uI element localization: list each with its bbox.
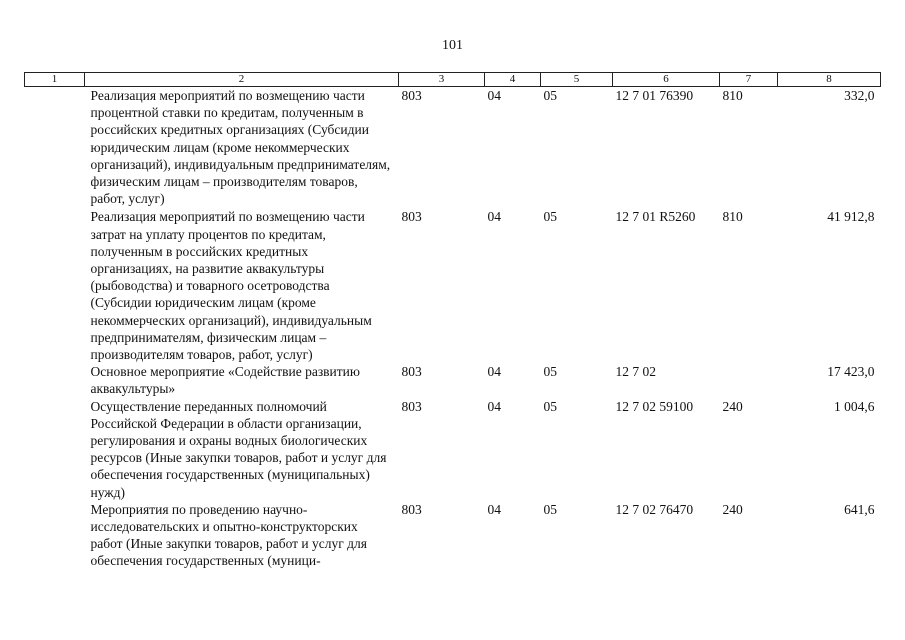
section-code: 04 [487,209,501,225]
row-index-cell [25,398,85,501]
row-name: Основное мероприятие «Содействие развитию аквакультуры» [90,364,360,397]
expense-type-code: 240 [722,501,743,517]
ministry-code: 803 [401,398,422,414]
ministry-code: 803 [401,501,422,517]
subsection-code: 05 [543,398,557,414]
target-article-code: 12 7 02 76470 [615,501,694,517]
table-row [25,363,881,397]
section-code: 04 [487,398,501,414]
ministry-code: 803 [401,209,422,225]
subsection-code: 05 [543,364,557,380]
row-index-cell [25,207,85,363]
subsection-code: 05 [543,88,557,103]
page-number: 101 [442,38,463,53]
table-row [25,87,881,208]
table-row [25,207,881,363]
row-index-cell [25,363,85,397]
column-header: 3 [399,73,485,87]
amount: 41 912,8 [827,209,875,225]
column-header: 5 [541,73,613,87]
expense-type-code: 810 [722,88,743,103]
subsection-code: 05 [543,501,557,517]
amount: 332,0 [844,88,875,103]
amount: 641,6 [844,501,875,517]
section-code: 04 [487,88,501,103]
target-article-code: 12 7 01 76390 [615,88,694,103]
budget-table [24,72,881,570]
row-name: Мероприятия по проведению научно-исследовательских и опытно-конструкторских работ (Иные закупки товаров, работ и услуг для обеспечения государственных (муници- [90,501,367,569]
ministry-code: 803 [401,364,422,380]
ministry-code: 803 [401,88,422,103]
target-article-code: 12 7 02 59100 [615,398,694,414]
row-name: Реализация мероприятий по возмещению части процентной ставки по кредитам, полученным в российских кредитных организациях (Субсидии юридическим лицам (кроме некоммерческих организаций), индивидуальным предпринимателям, физическим лицам – производителям товаров, работ, услуг) [90,88,391,207]
table-row [25,501,881,570]
amount: 1 004,6 [834,398,875,414]
subsection-code: 05 [543,209,557,225]
table-row [25,398,881,501]
section-code: 04 [487,501,501,517]
row-index-cell [25,87,85,208]
row-name: Реализация мероприятий по возмещению части затрат на уплату процентов по кредитам, полученным в российских кредитных организациях, на развитие аквакультуры (рыбоводства) и товарного осетроводства (Субсидии юридическим лицам (кроме некоммерческих организаций), индивидуальным предпринимателям, физическим лицам – производителям товаров, работ, услуг) [90,209,372,363]
column-header: 2 [85,73,399,87]
amount: 17 423,0 [827,364,875,380]
target-article-code: 12 7 01 R5260 [615,209,696,225]
row-name: Осуществление переданных полномочий Российской Федерации в области организации, регулирования и охраны водных биологических ресурсов (Иные закупки товаров, работ и услуг для обеспечения государственных (муниципальных) нужд) [90,398,387,500]
column-header: 4 [485,73,541,87]
section-code: 04 [487,364,501,380]
target-article-code: 12 7 02 [615,364,656,380]
expense-type-code: 240 [722,398,743,414]
column-header: 8 [778,73,881,87]
column-header: 1 [25,73,85,87]
column-header: 6 [613,73,720,87]
column-header: 7 [720,73,778,87]
expense-type-code: 810 [722,209,743,225]
column-number-row [25,73,881,87]
row-index-cell [25,501,85,570]
expense-type-code [720,363,778,397]
